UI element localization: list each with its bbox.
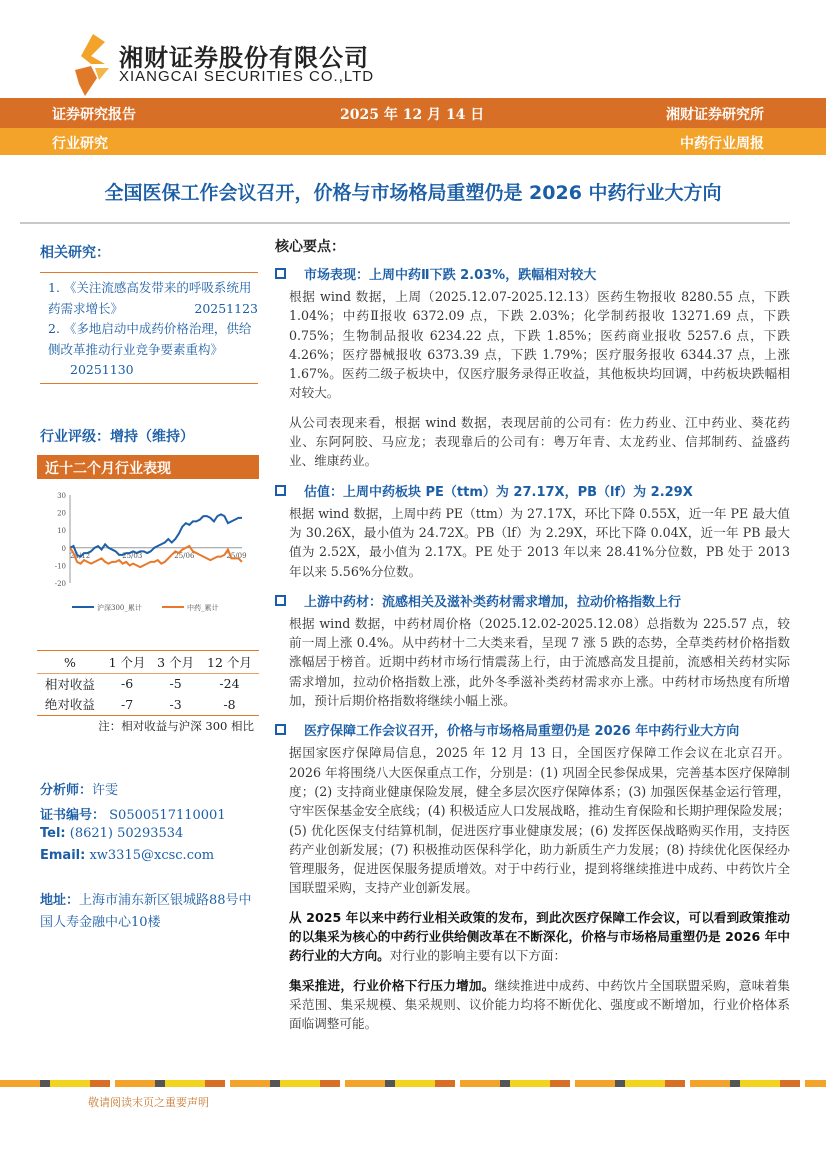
divider: [40, 383, 258, 384]
section-market: 市场表现：上周中药Ⅱ下跌 2.03%，跌幅相对较大 根据 wind 数据，上周（2025.12.07-2025.12.13）医药生物报收 8280.55 点，下跌 1.04%；中药Ⅱ报收 6372.09 点，下跌 2.03%；化学制药报收 13271.69 点，下跌 0.75%；生物制品报收 6234.22 点，下跌 1.85%；医药商业报收 5257.6 点，下跌 4.26%；医疗器械报收 6373.39 点，下跌 1.79%；医疗服务报收 6344.37 点，上涨 1.67%。医药二级子板块中，仅医疗服务录得正收益，其他板块均回调，中药板块跌幅相对较大。 从公司表现来看，根据 wind 数据，表现居前的公司有：佐力药业、江中药业、葵花药业、东阿阿胶、马应龙；表现靠后的公司有：粤万年青、太龙药业、信邦制药、益盛药业、维康药业。: [275, 264, 790, 471]
section-valuation: 估值：上周中药板块 PE（ttm）为 27.17X，PB（lf）为 2.29X 根据 wind 数据，上周中药 PE（ttm）为 27.17X，环比下降 0.55X，近一年 PE 最大值为 30.26X，最小值为 24.72X。PB（lf）为 2.29X，环比下降 0.04X，近一年 PB 最大值为 2.52X，最小值为 2.17X。PE 处于 2013 年以来 28.41%分位数，PB 处于 2013 年以来 5.56%分位数。: [275, 481, 790, 581]
y-tick-label: 30: [57, 492, 66, 500]
section-insurance: 医疗保障工作会议召开，价格与市场格局重塑仍是 2026 年中药行业大方向 据国家医疗保障局信息，2025 年 12 月 13 日，全国医疗保障工作会议在北京召开。2026 年将围绕八大医保重点工作，分别是：(1) 巩固全民参保成果，完善基本医疗保障制度；(2) 支持商业健康保险发展，健全多层次医疗保障体系；(3) 加强医保基金运行管理，守牢医保基金安全底线；(4) 积极适应人口发展战略，推动生育保险和长期护理保险发展；(5) 优化医保支付结算机制，促进医疗事业健康发展；(6) 发挥医保战略购买作用，支持医药产业创新发展；(7) 积极推动医保科学化，助力新质生产力发展；(8) 持续优化医保经办管理服务，促进医保服务提质增效。对于中药行业，提到将继续推进中成药、中药饮片全国联盟采购，支持产业创新发展。: [275, 720, 790, 897]
footer-disclaimer: 敬请阅读末页之重要声明: [88, 1096, 209, 1109]
page-title: 全国医保工作会议召开，价格与市场格局重塑仍是 2026 中药行业大方向: [104, 182, 722, 204]
report-type: 证券研究报告: [52, 107, 136, 123]
address: 上海市浦东新区银城路88号中国人寿金融中心10楼: [40, 893, 252, 930]
report-date: 2025 年 12 月 14 日: [340, 107, 485, 123]
related-heading: 相关研究：: [40, 245, 110, 261]
institute: 湘财证券研究所: [666, 107, 764, 123]
footer-stripe: [0, 1080, 826, 1087]
subheader-bar: [0, 128, 826, 155]
checkbox-icon: [275, 485, 286, 496]
series-line: [70, 514, 242, 556]
x-tick-label: 25/06: [174, 551, 195, 560]
impact-point: 集采推进，行业价格下行压力增加。继续推进中成药、中药饮片全国联盟采购，意味着集采范围、集采规模、集采规则、议价能力均将不断优化、强度或不断增加，行业价格体系面临调整可能。: [289, 977, 791, 1032]
legend-label: 中药_累计: [187, 604, 219, 612]
company-logo: [75, 34, 111, 96]
tel: (8621) 50293534: [69, 826, 184, 841]
legend-label: 沪深300_累计: [97, 604, 142, 612]
y-tick-label: -20: [54, 580, 66, 588]
performance-banner: 近十二个月行业表现: [37, 455, 259, 479]
x-tick-label: 25/03: [122, 551, 143, 560]
related-item[interactable]: 1. 《关注流感高发带来的呼吸系统用药需求增长》 20251123: [48, 280, 258, 316]
x-tick-label: 24/12: [70, 551, 91, 560]
industry-rating: 行业评级：增持（维持）: [40, 429, 194, 445]
analyst-name: 许雯: [92, 783, 119, 798]
divider: [20, 222, 790, 224]
company-name-en: XIANGCAI SECURITIES CO.,LTD: [119, 68, 375, 85]
y-tick-label: 0: [61, 544, 66, 553]
report-category: 行业研究: [52, 136, 108, 152]
table-row: 绝对收益 -7 -3 -8: [37, 694, 259, 715]
related-item[interactable]: 2. 《多地启动中成药价格治理，供给侧改革推动行业竞争要素重构》 20251130: [48, 321, 252, 377]
related-list: [48, 278, 258, 381]
header-bar: [0, 98, 826, 128]
report-series: 中药行业周报: [680, 136, 764, 152]
performance-table: % 1 个月 3 个月 12 个月 相对收益 -6 -5 -24 绝对收益 -7 -3 -8: [37, 652, 259, 716]
table-note: 注：相对收益与沪深 300 相比: [98, 719, 254, 733]
performance-chart: [40, 485, 260, 625]
company-name-cn: 湘财证券股份有限公司: [119, 44, 369, 72]
series-line: [70, 546, 242, 567]
y-tick-label: 20: [57, 509, 66, 518]
y-tick-label: 10: [57, 527, 66, 536]
logo-icon: [75, 34, 111, 96]
table-row: 相对收益 -6 -5 -24: [44, 676, 240, 692]
checkbox-icon: [275, 268, 286, 279]
divider: [40, 272, 258, 273]
main-content: [275, 236, 790, 1044]
email-link[interactable]: xw3315@xcsc.com: [89, 848, 215, 863]
checkbox-icon: [275, 724, 286, 735]
y-tick-label: -10: [54, 562, 66, 571]
divider: [37, 650, 259, 651]
cert-number: S0500517110001: [109, 808, 226, 823]
section-herbs: 上游中药材：流感相关及滋补类药材需求增加，拉动价格指数上行 根据 wind 数据，中药材周价格（2025.12.02-2025.12.08）总指数为 225.57 点，较前一周上涨 0.4%。从中药材十二大类来看，呈现 7 涨 5 跌的态势，全草类药材价格指数涨幅居于榜首。近期中药材市场行情震荡上行，由于流感高发且提前，流感相关药材实际需求增加，拉动价格指数上涨，此外冬季滋补类药材需求亦上涨。中药材市场热度有所增加，预计后期价格指数将继续小幅上涨。: [275, 591, 790, 710]
x-tick-label: 25/09: [226, 551, 247, 560]
key-points-heading: 核心要点：: [275, 239, 345, 255]
conclusion: 从 2025 年以来中药行业相关政策的发布，到此次医疗保障工作会议，可以看到政策推动的以集采为核心的中药行业供给侧改革在不断深化，价格与市场格局重塑仍是 2026 年中药行业的大方向。对行业的影响主要有以下方面：: [289, 909, 790, 964]
checkbox-icon: [275, 595, 286, 606]
